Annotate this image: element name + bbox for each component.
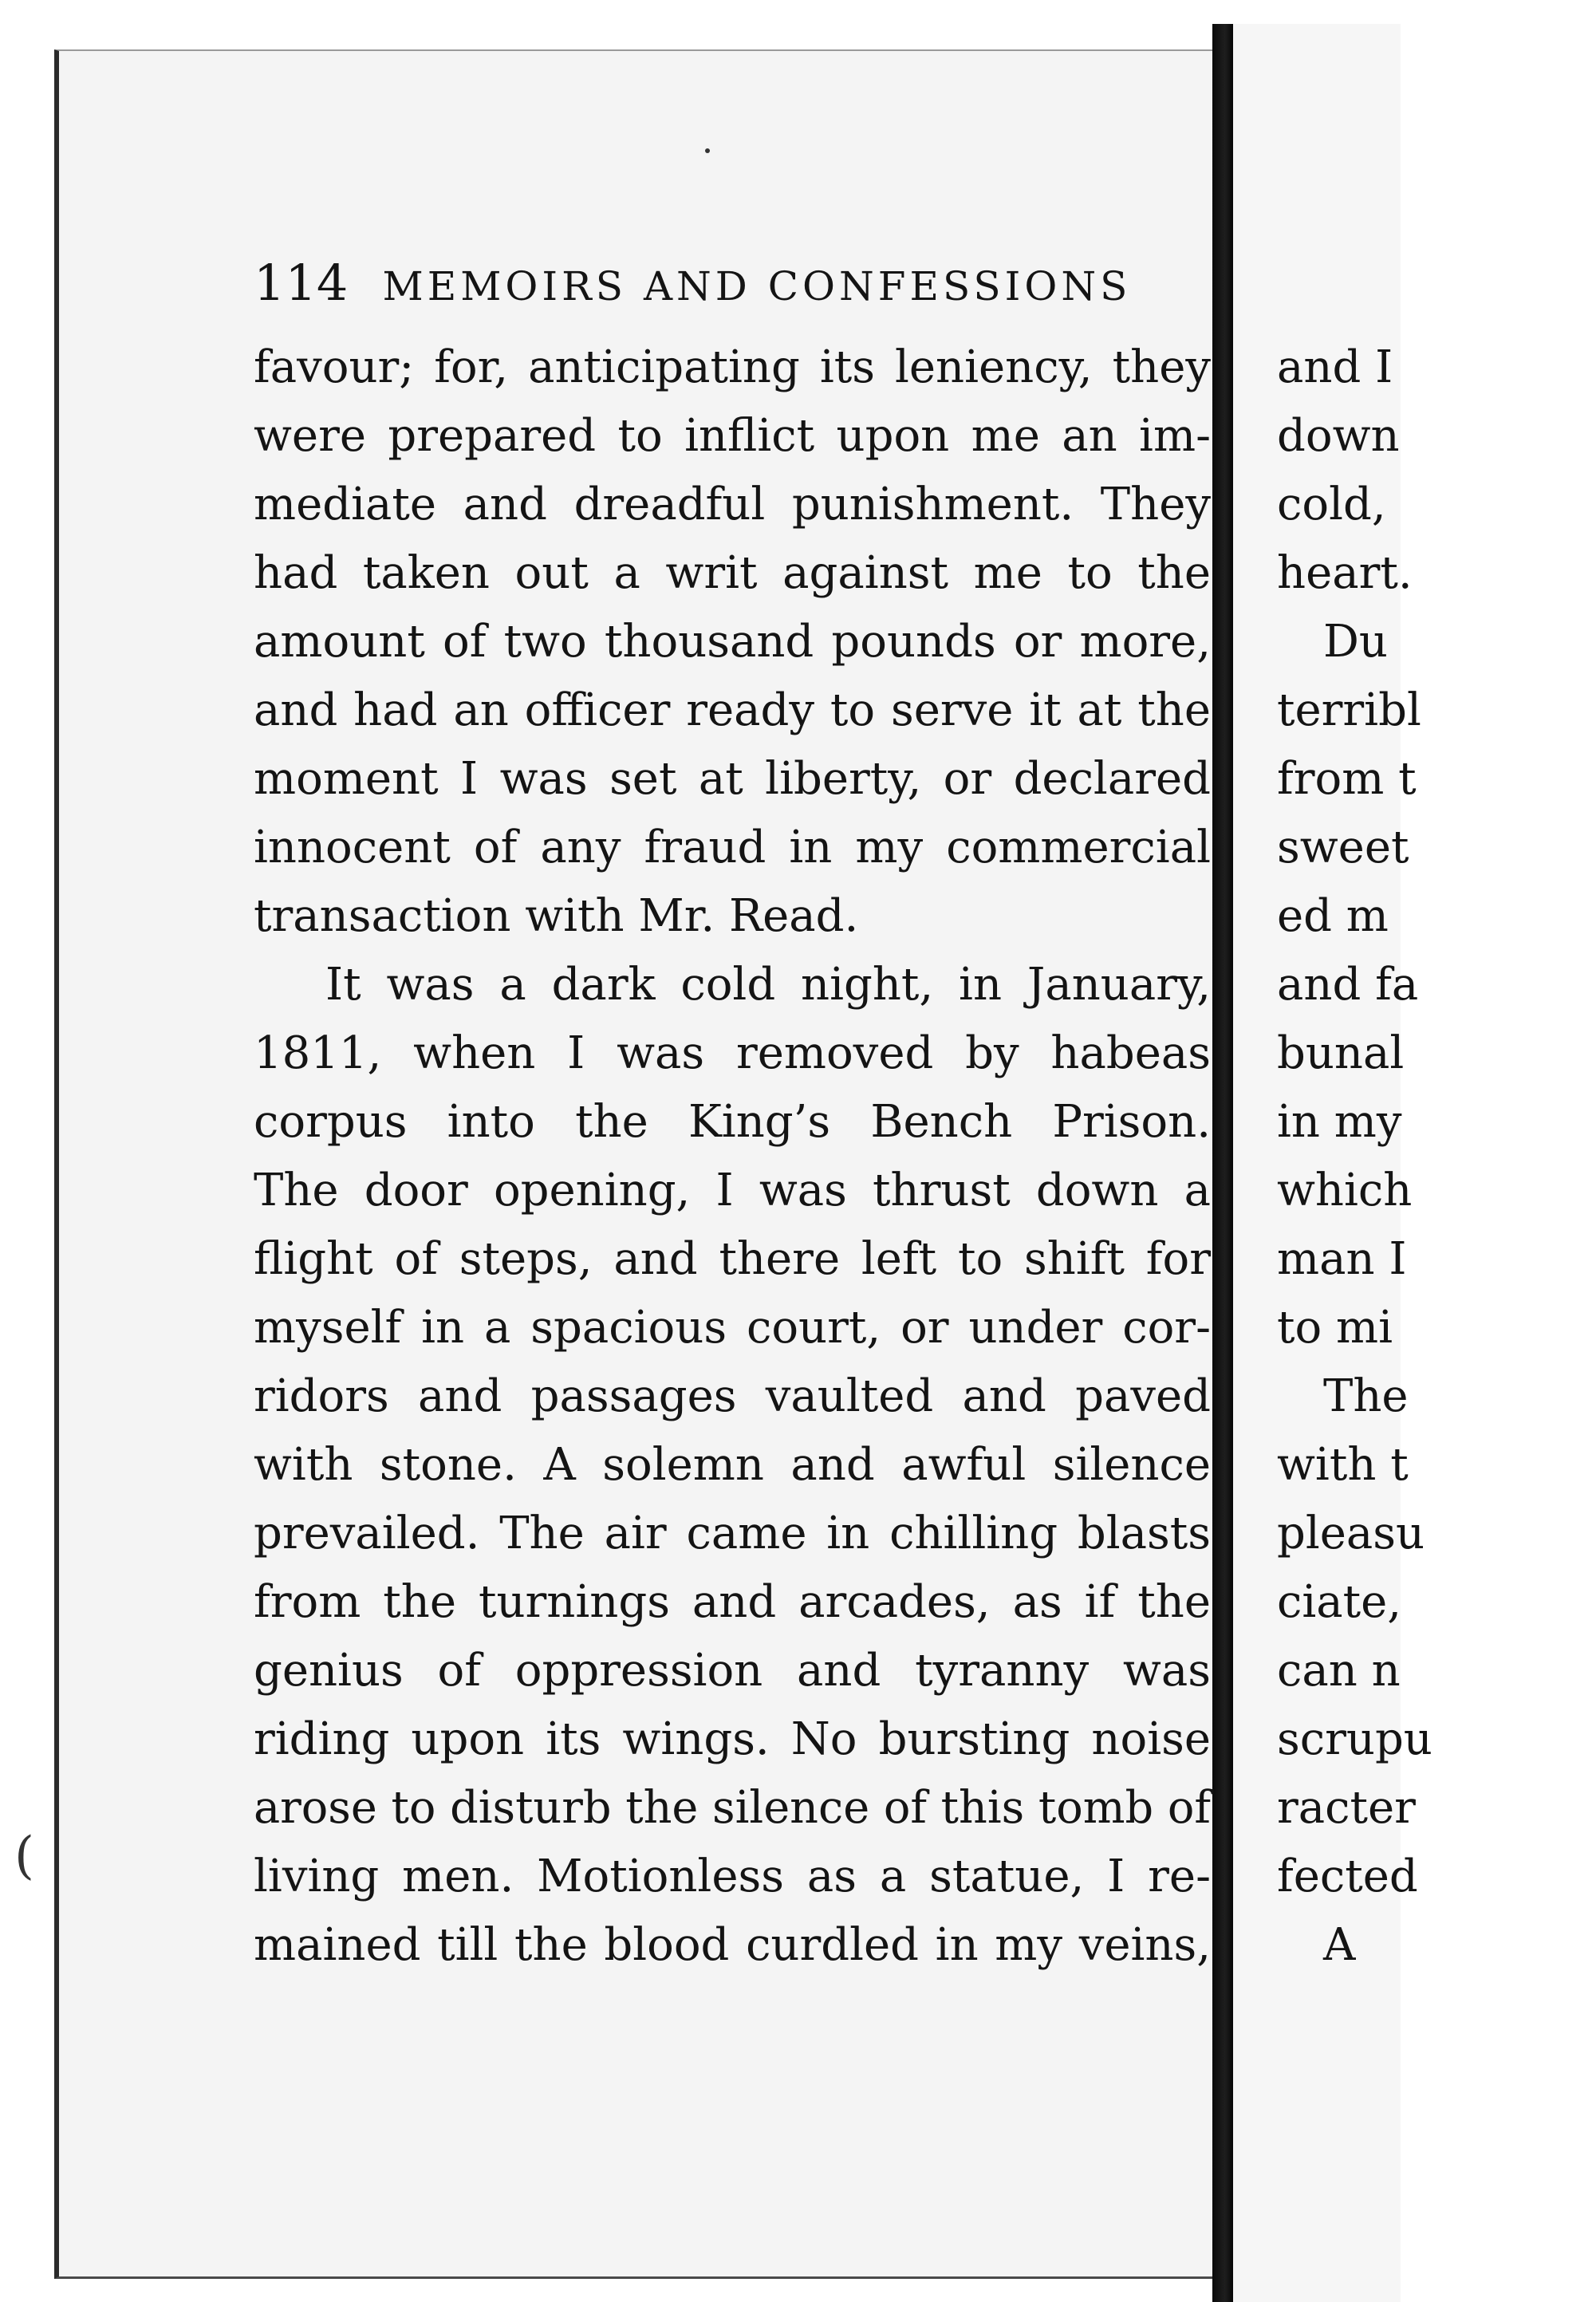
right-text-line: and fa	[1277, 959, 1419, 1011]
text-line: living men. Motionless as a statue, I re-	[254, 1851, 1211, 1902]
margin-bracket-mark: (	[14, 1827, 34, 1886]
text-line: ridors and passages vaulted and paved	[254, 1370, 1211, 1422]
right-text-line: pleasu	[1277, 1508, 1425, 1559]
text-line: The door opening, I was thrust down a	[254, 1165, 1211, 1216]
right-text-line: scrupu	[1277, 1713, 1432, 1765]
text-line: genius of oppression and tyranny was	[254, 1645, 1211, 1697]
right-page-text	[1277, 333, 1596, 1980]
text-line: favour; for, anticipating its leniency, they	[254, 341, 1211, 393]
right-text-line: can n	[1277, 1645, 1401, 1697]
text-line: mediate and dreadful punishment. They	[254, 479, 1211, 530]
text-line: moment I was set at liberty, or declared	[254, 753, 1211, 805]
right-text-line: man I	[1277, 1233, 1407, 1285]
text-line: myself in a spacious court, or under cor-	[254, 1302, 1211, 1354]
text-line: flight of steps, and there left to shift for	[254, 1233, 1211, 1285]
right-text-line: in my	[1277, 1096, 1402, 1148]
text-line: mained till the blood curdled in my veins,	[254, 1919, 1211, 1971]
right-text-line: down	[1277, 410, 1400, 462]
text-line: from the turnings and arcades, as if the	[254, 1576, 1211, 1628]
running-head-title: MEMOIRS AND CONFESSIONS	[382, 263, 1132, 309]
right-page	[1233, 24, 1432, 2302]
running-header	[254, 254, 1131, 312]
scan-dot	[705, 148, 710, 153]
text-line: 1811, when I was removed by habeas	[254, 1027, 1211, 1079]
text-line: corpus into the King’s Bench Prison.	[254, 1096, 1211, 1148]
left-page-text	[254, 333, 1211, 1980]
right-text-line: The	[1323, 1370, 1409, 1422]
right-text-line: ciate,	[1277, 1576, 1402, 1628]
page-number: 114	[254, 254, 349, 312]
text-line: riding upon its wings. No bursting noise	[254, 1713, 1211, 1765]
right-text-line: from t	[1277, 753, 1417, 805]
right-text-line: sweet	[1277, 822, 1409, 873]
text-line: transaction with Mr. Read.	[254, 890, 859, 942]
text-line: were prepared to inflict upon me an im-	[254, 410, 1211, 462]
text-line: had taken out a writ against me to the	[254, 547, 1211, 599]
right-text-line: A	[1323, 1919, 1356, 1971]
right-text-line: bunal	[1277, 1027, 1405, 1079]
book-gutter	[1212, 24, 1233, 2302]
right-text-line: and I	[1277, 341, 1393, 393]
right-text-line: which	[1277, 1165, 1413, 1216]
right-text-line: fected	[1277, 1851, 1418, 1902]
right-text-line: with t	[1277, 1439, 1409, 1491]
text-line: with stone. A solemn and awful silence	[254, 1439, 1211, 1491]
text-line: arose to disturb the silence of this tomb of	[254, 1782, 1211, 1834]
right-text-line: racter	[1277, 1782, 1416, 1834]
right-text-line: terribl	[1277, 684, 1421, 736]
right-text-line: heart.	[1277, 547, 1413, 599]
right-text-line: to mi	[1277, 1302, 1393, 1354]
text-line: amount of two thousand pounds or more,	[254, 616, 1211, 668]
text-line: prevailed. The air came in chilling blasts	[254, 1508, 1211, 1559]
right-text-line: cold,	[1277, 479, 1386, 530]
text-line: It was a dark cold night, in January,	[325, 959, 1211, 1011]
right-text-line: Du	[1323, 616, 1388, 668]
right-text-line: ed m	[1277, 890, 1389, 942]
text-line: innocent of any fraud in my commercial	[254, 822, 1211, 873]
text-line: and had an officer ready to serve it at the	[254, 684, 1211, 736]
